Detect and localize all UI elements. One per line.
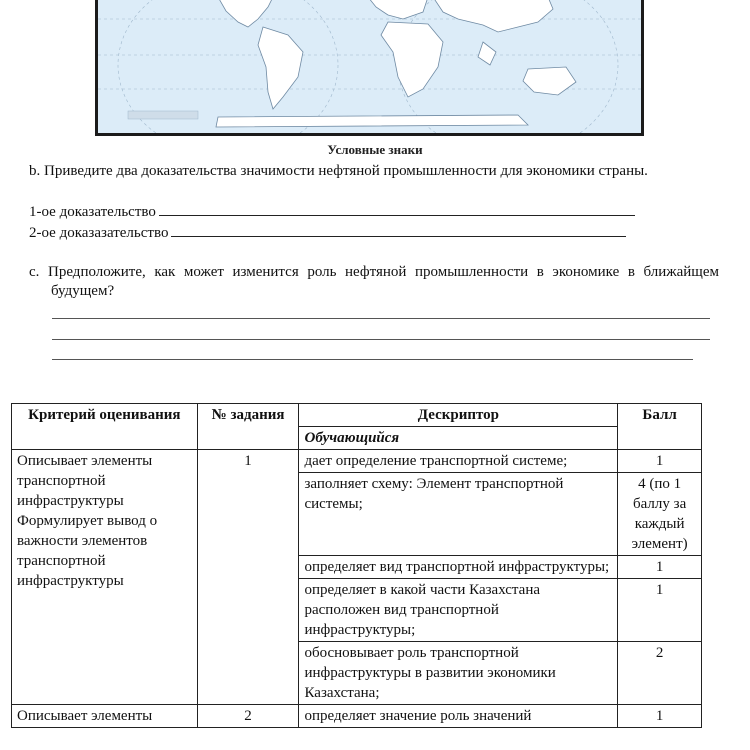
- header-descriptor: Дескриптор: [299, 404, 618, 427]
- question-b-text: [29, 162, 719, 181]
- score-cell: 1: [618, 450, 702, 473]
- task-number-cell: 1: [197, 450, 299, 705]
- header-criterion: Критерий оценивания: [12, 404, 198, 450]
- header-task: № задания: [197, 404, 299, 450]
- question-b-prompt: Приведите два доказательства значимости нефтяной промышленности для экономики страны.: [44, 163, 648, 179]
- criterion-cell: Описывает элементы: [12, 705, 198, 728]
- score-cell: 2: [618, 642, 702, 705]
- descriptor-cell: обосновывает роль транспортной инфраструктуры в развитии экономики Казахстана;: [299, 642, 618, 705]
- assessment-rubric-table: [11, 403, 702, 728]
- task-number-cell: 2: [197, 705, 299, 728]
- header-score: Балл: [618, 404, 702, 450]
- world-map: [95, 0, 644, 136]
- answer-line-1[interactable]: [29, 202, 635, 222]
- score-cell: 4 (по 1 баллу за каждый элемент): [618, 473, 702, 556]
- descriptor-cell: заполняет схему: Элемент транспортной системы;: [299, 473, 618, 556]
- question-b: [29, 162, 719, 181]
- table-row: [12, 705, 702, 728]
- answer-blank-2[interactable]: [52, 339, 710, 340]
- descriptor-cell: дает определение транспортной системе;: [299, 450, 618, 473]
- criterion-cell: Описывает элементы транспортной инфраструктуры Формулирует вывод о важности элементов транспортной инфраструктуры: [12, 450, 198, 705]
- answer-label-1: 1-ое доказательство: [29, 204, 156, 220]
- answer-label-2: 2-ое доказазательство: [29, 225, 169, 241]
- question-c-prompt: Предположите, как может изменится роль нефтяной промышленности в экономике в ближайщем будущем?: [48, 264, 720, 299]
- world-map-image: [98, 0, 641, 133]
- question-c: [29, 263, 719, 301]
- descriptor-cell: определяет вид транспортной инфраструктуры;: [299, 556, 618, 579]
- descriptor-cell: определяет значение роль значений: [299, 705, 618, 728]
- answer-blank-1[interactable]: [52, 318, 710, 319]
- answer-line-2[interactable]: [29, 223, 626, 243]
- score-cell: 1: [618, 705, 702, 728]
- question-c-text: [29, 263, 719, 301]
- header-descriptor-sub: Обучающийся: [299, 427, 618, 450]
- answer-blank-3[interactable]: [52, 359, 693, 360]
- table-row: [12, 450, 702, 473]
- score-cell: 1: [618, 579, 702, 642]
- descriptor-cell: определяет в какой части Казахстана расположен вид транспортной инфраструктуры;: [299, 579, 618, 642]
- question-b-letter: b.: [29, 163, 41, 179]
- map-legend-caption: Условные знаки: [327, 142, 423, 157]
- question-c-letter: c.: [29, 264, 40, 280]
- table-header-row: [12, 404, 702, 427]
- score-cell: 1: [618, 556, 702, 579]
